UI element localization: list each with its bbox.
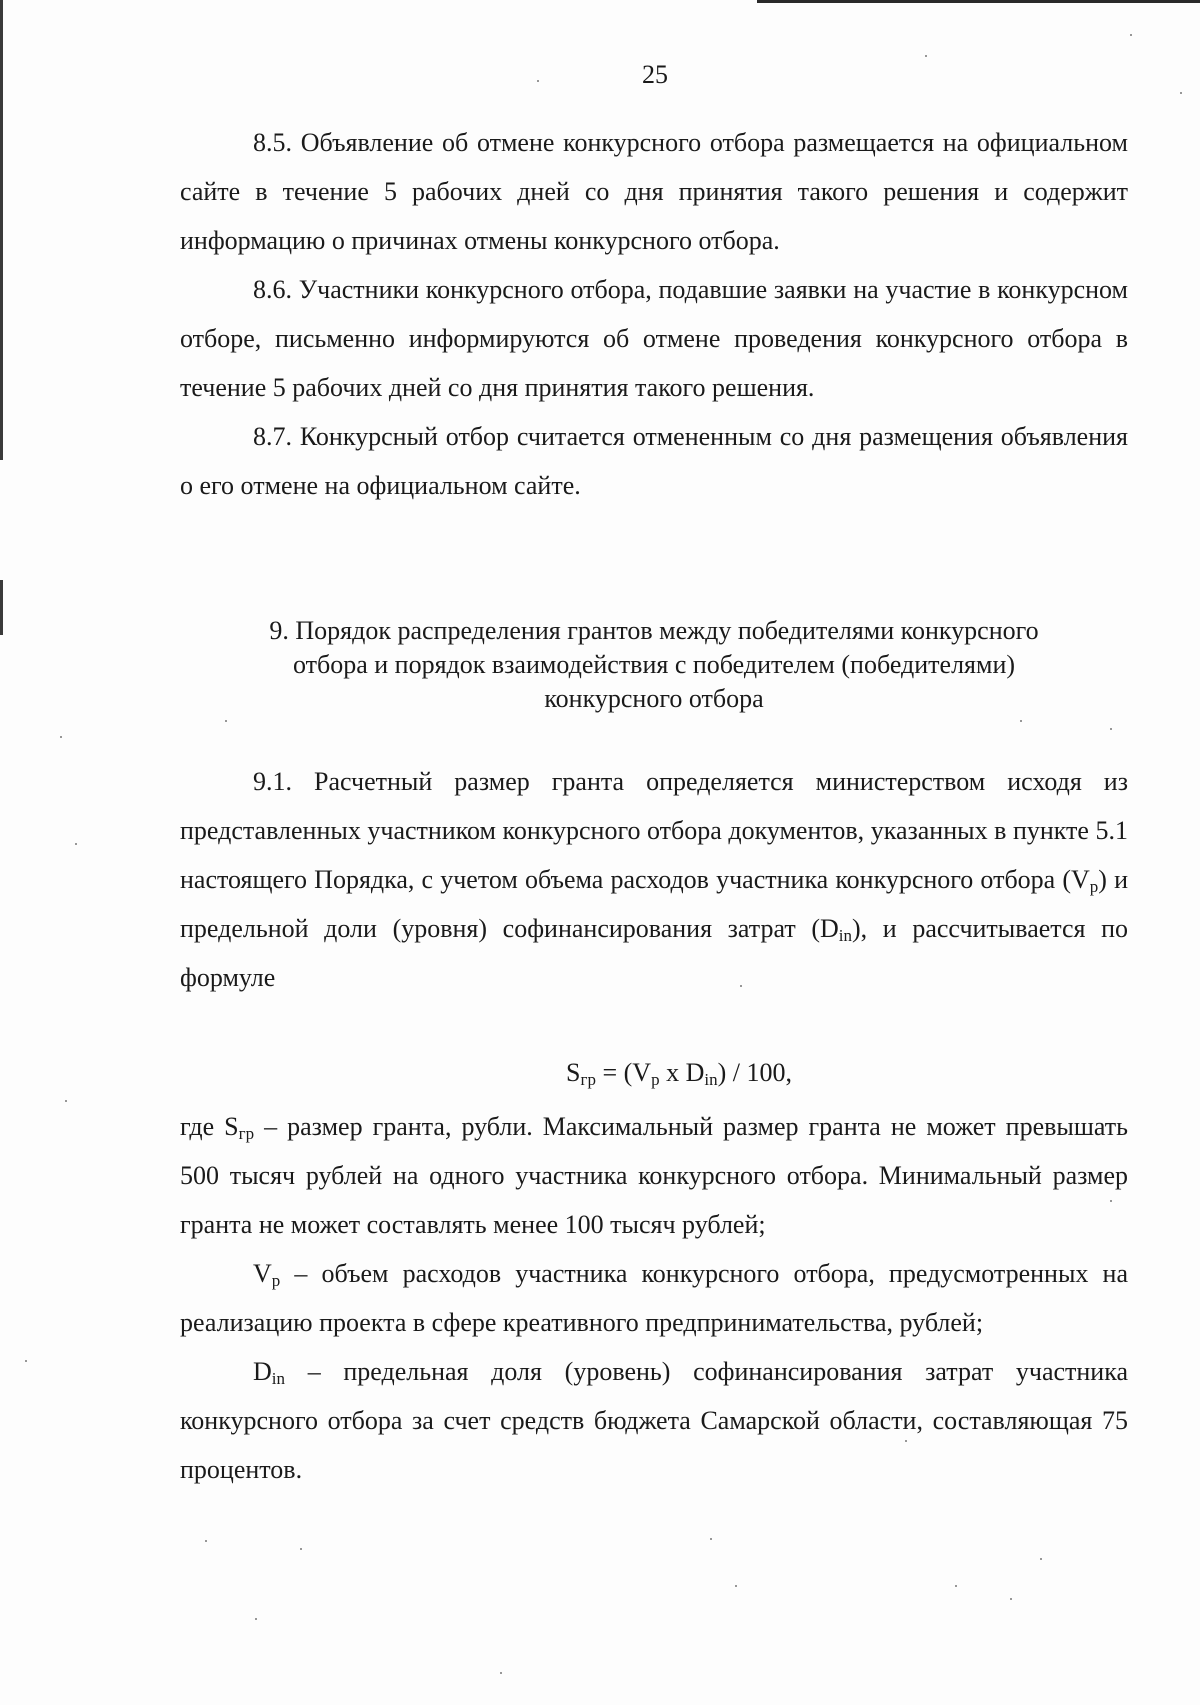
definition-s-gr: где $S_{гр}$ – размер гранта, рубли. Максимальный размер гранта не может превышать 500 тысяч рублей на одного участника конкурсного отбора. Минимальный размер гранта не может составлять менее 100 тысяч рублей;	[180, 1112, 1128, 1239]
section-9-heading	[230, 614, 1078, 716]
scan-speck	[25, 1360, 27, 1362]
scan-speck	[60, 736, 62, 738]
paragraph-8-7: 8.7. Конкурсный отбор считается отмененным со дня размещения объявления о его отмене на официальном сайте.	[180, 422, 1128, 500]
scan-speck	[300, 1548, 302, 1550]
scan-top-edge	[757, 0, 1200, 3]
scan-speck	[925, 55, 927, 57]
section-9-heading-line-1: 9. Порядок распределения грантов между победителями конкурсного	[269, 616, 1039, 645]
definition-v-r: $V_р$ – объем расходов участника конкурсного отбора, предусмотренных на реализацию проекта в сфере креативного предпринимательства, рублей;	[180, 1259, 1128, 1337]
formula-definitions	[180, 1102, 1128, 1494]
scan-speck	[955, 1585, 957, 1587]
paragraph-9-1: 9.1. Расчетный размер гранта определяется министерством исходя из представленных участником конкурсного отбора документов, указанных в пункте 5.1 настоящего Порядка, с учетом объема расходов участника конкурсного отбора $(V_р)$ и предельной доли (уровня) софинансирования затрат $(D_{in})$, и рассчитывается по формуле	[180, 767, 1128, 992]
scan-speck	[75, 843, 77, 845]
scan-speck	[1110, 728, 1112, 730]
scan-speck	[1110, 1200, 1112, 1202]
scan-speck	[65, 1100, 67, 1102]
scan-speck	[500, 1672, 502, 1674]
scan-speck	[205, 1540, 207, 1542]
scan-speck	[735, 1585, 737, 1587]
page-number: 25	[642, 60, 668, 89]
scan-left-edge-lower	[0, 580, 3, 635]
section-8-paragraphs	[180, 118, 1128, 510]
paragraph-8-5: 8.5. Объявление об отмене конкурсного отбора размещается на официальном сайте в течение 5 рабочих дней со дня принятия такого решения и содержит информацию о причинах отмены конкурсного отбора.	[180, 128, 1128, 255]
scan-speck	[740, 985, 742, 987]
scan-speck	[1010, 1598, 1012, 1600]
scan-speck	[1040, 1558, 1042, 1560]
scan-speck	[225, 720, 227, 722]
scan-speck	[537, 80, 539, 82]
scan-speck	[1130, 34, 1132, 36]
section-9-heading-line-2: отбора и порядок взаимодействия с победителем (победителями)	[292, 650, 1016, 679]
scan-speck	[255, 1618, 257, 1620]
paragraph-9-1-block	[180, 757, 1128, 1002]
scan-speck	[710, 1538, 712, 1540]
scan-speck	[1020, 720, 1022, 722]
paragraph-8-6: 8.6. Участники конкурсного отбора, подавшие заявки на участие в конкурсном отборе, письменно информируются об отмене проведения конкурсного отбора в течение 5 рабочих дней со дня принятия такого решения.	[180, 275, 1128, 402]
grant-formula: $S_{гр} = (V_р$ x $D_{in}) / 100$,	[566, 1058, 792, 1089]
definition-d-in: $D_{in}$ – предельная доля (уровень) софинансирования затрат участника конкурсного отбора за счет средств бюджета Самарской области, составляющая 75 процентов.	[180, 1357, 1128, 1484]
section-9-heading-line-3: конкурсного отбора	[544, 684, 764, 713]
scan-speck	[905, 1440, 907, 1442]
scan-speck	[1180, 92, 1182, 94]
